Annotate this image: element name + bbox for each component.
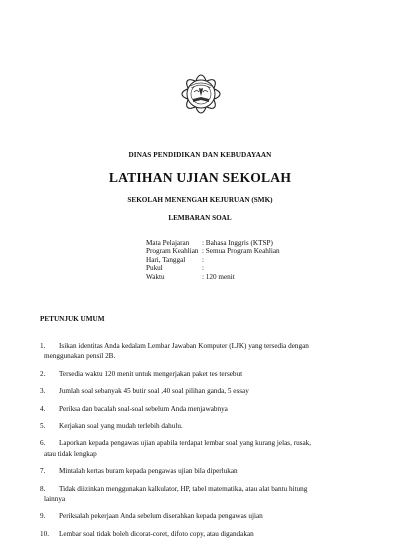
info-value: : (202, 255, 204, 264)
info-label: Pukul (146, 264, 163, 273)
list-item (40, 341, 370, 362)
item-text: Periksalah pekerjaan Anda sebelum diserahkan kepada pengawas ujian (59, 512, 263, 521)
item-number: 5. (40, 422, 46, 431)
item-text: Jumlah soal sebanyak 45 butir soal ,40 soal pilihan ganda, 5 essay (59, 387, 249, 396)
item-text-continued: atau tidak lengkap (44, 449, 97, 458)
info-row-duration (146, 273, 280, 281)
item-text: Mintalah kertas buram kepada pengawas ujian bila diperlukan (59, 467, 238, 476)
item-text: Laporkan kepada pengawas ujian apabila terdapat lembar soal yang kurang jelas, rusak, (59, 439, 312, 448)
agency-heading: DINAS PENDIDIKAN DAN KEBUDAYAAN (128, 151, 272, 159)
school-heading: SEKOLAH MENENGAH KEJURUAN (SMK) (127, 196, 273, 204)
item-text: Isikan identitas Anda kedalam Lembar Jawaban Komputer (LJK) yang tersedia dengan (59, 342, 309, 350)
item-number: 8. (40, 484, 46, 493)
list-item (40, 386, 370, 396)
item-text: Kerjakan soal yang mudah terlebih dahulu. (59, 422, 183, 431)
info-value: : (202, 264, 204, 273)
item-number: 2. (40, 369, 46, 378)
item-number: 1. (40, 342, 46, 350)
info-row-subject (146, 239, 280, 247)
info-label: Program Keahlian (146, 247, 199, 256)
item-number: 10. (40, 529, 49, 538)
info-label: Waktu (146, 272, 165, 281)
tut-wuri-handayani-emblem (174, 72, 228, 116)
exam-info-block (146, 239, 280, 281)
info-row-date (146, 256, 280, 264)
item-text: Periksa dan bacalah soal-soal sebelum Anda menjawabnya (59, 404, 228, 413)
info-row-program (146, 247, 280, 255)
instructions-title: PETUNJUK UMUM (40, 315, 105, 323)
list-item (40, 484, 370, 505)
item-number: 3. (40, 387, 46, 396)
info-row-time (146, 264, 280, 272)
list-item (40, 404, 370, 414)
document-title: LATIHAN UJIAN SEKOLAH (108, 170, 292, 185)
item-text: Lembar soal tidak boleh dicorat-coret, difoto copy, atau digandakan (59, 529, 254, 538)
instructions-list (40, 341, 370, 546)
list-item (40, 421, 370, 431)
info-value: : 120 menit (202, 272, 235, 281)
list-item (40, 369, 370, 379)
item-number: 4. (40, 404, 46, 413)
sheet-heading: LEMBARAN SOAL (168, 214, 232, 222)
list-item (40, 529, 370, 539)
item-text-continued: lainnya (44, 495, 66, 504)
info-label: Mata Pelajaran (146, 239, 190, 247)
info-value: : Semua Program Keahlian (202, 247, 280, 256)
list-item (40, 438, 370, 459)
item-text: Tersedia waktu 120 menit untuk mengerjakan paket tes tersebut (59, 369, 243, 378)
item-text-continued: menggunakan pensil 2B. (44, 352, 116, 361)
item-text: Tidak diizinkan menggunakan kalkulator, HP, tabel matematika, atau alat bantu hitung (59, 484, 308, 493)
item-number: 7. (40, 467, 46, 476)
item-number: 9. (40, 512, 46, 521)
info-value: : Bahasa Inggris (KTSP) (202, 239, 273, 247)
list-item (40, 466, 370, 476)
list-item (40, 511, 370, 521)
info-label: Hari, Tanggal (146, 255, 186, 264)
item-number: 6. (40, 439, 46, 448)
